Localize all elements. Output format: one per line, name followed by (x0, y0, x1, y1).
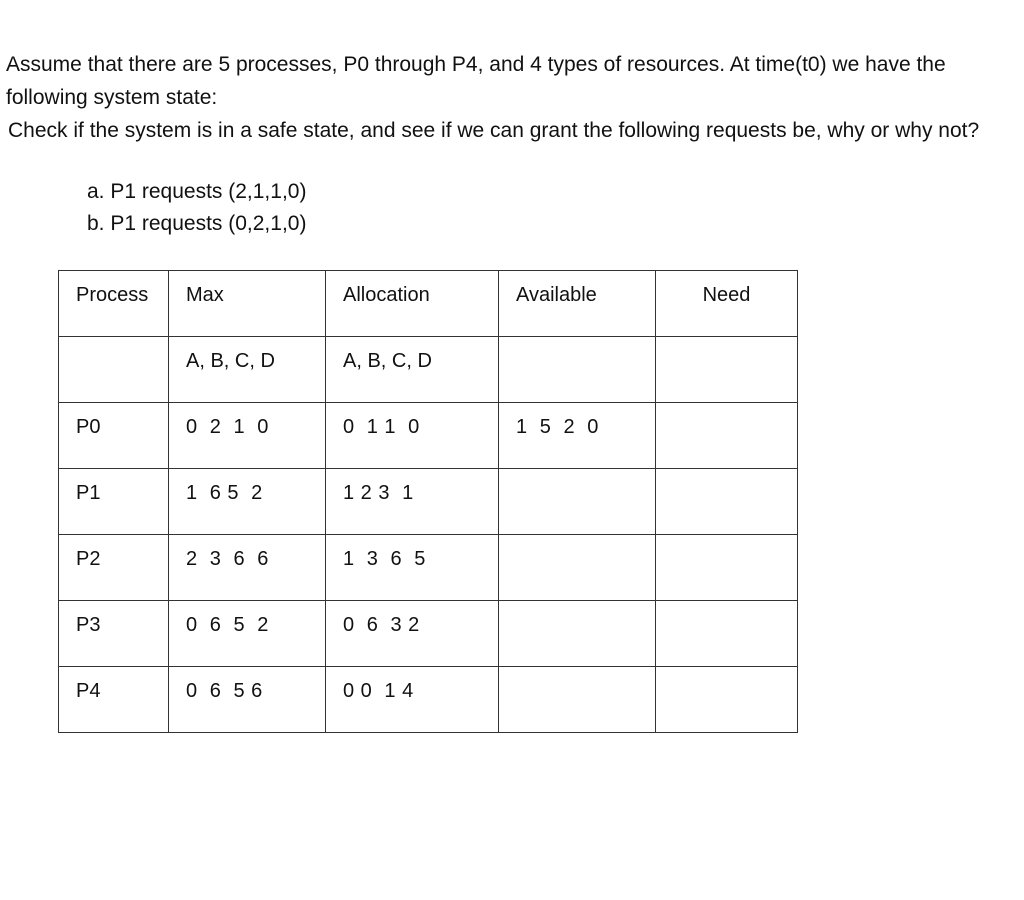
need-cell (656, 535, 798, 601)
max-cell: 2 3 6 6 (169, 535, 326, 601)
subheader-max: A, B, C, D (169, 337, 326, 403)
need-cell (656, 601, 798, 667)
max-cell: 0 6 5 2 (169, 601, 326, 667)
allocation-cell: 0 0 1 4 (326, 667, 499, 733)
available-cell (499, 667, 656, 733)
subheader-process (59, 337, 169, 403)
allocation-cell: 0 1 1 0 (326, 403, 499, 469)
header-row (59, 271, 798, 337)
allocation-cell: 0 6 3 2 (326, 601, 499, 667)
problem-intro: Assume that there are 5 processes, P0 through P4, and 4 types of resources. At time(t0) we have the following system state: (6, 53, 946, 109)
subheader-row (59, 337, 798, 403)
need-cell (656, 403, 798, 469)
subheader-available (499, 337, 656, 403)
subheader-allocation: A, B, C, D (326, 337, 499, 403)
allocation-cell: 1 3 6 5 (326, 535, 499, 601)
header-process: Process (59, 271, 169, 337)
system-state-table (58, 270, 798, 733)
process-cell: P1 (59, 469, 169, 535)
available-cell (499, 535, 656, 601)
available-cell: 1 5 2 0 (499, 403, 656, 469)
request-list (87, 176, 306, 240)
max-cell: 0 6 5 6 (169, 667, 326, 733)
table-row (59, 601, 798, 667)
problem-question: Check if the system is in a safe state, and see if we can grant the following requests be, why or why not? (8, 119, 980, 142)
available-cell (499, 601, 656, 667)
header-need: Need (656, 271, 798, 337)
max-cell: 1 6 5 2 (169, 469, 326, 535)
need-cell (656, 667, 798, 733)
header-allocation: Allocation (326, 271, 499, 337)
header-available: Available (499, 271, 656, 337)
table-row (59, 667, 798, 733)
subheader-need (656, 337, 798, 403)
table-row (59, 535, 798, 601)
table-row (59, 403, 798, 469)
process-cell: P0 (59, 403, 169, 469)
request-a: a. P1 requests (2,1,1,0) (87, 180, 307, 203)
max-cell: 0 2 1 0 (169, 403, 326, 469)
request-b: b. P1 requests (0,2,1,0) (87, 212, 307, 235)
table-row (59, 469, 798, 535)
process-cell: P2 (59, 535, 169, 601)
process-cell: P4 (59, 667, 169, 733)
available-cell (499, 469, 656, 535)
allocation-cell: 1 2 3 1 (326, 469, 499, 535)
header-max: Max (169, 271, 326, 337)
process-cell: P3 (59, 601, 169, 667)
need-cell (656, 469, 798, 535)
